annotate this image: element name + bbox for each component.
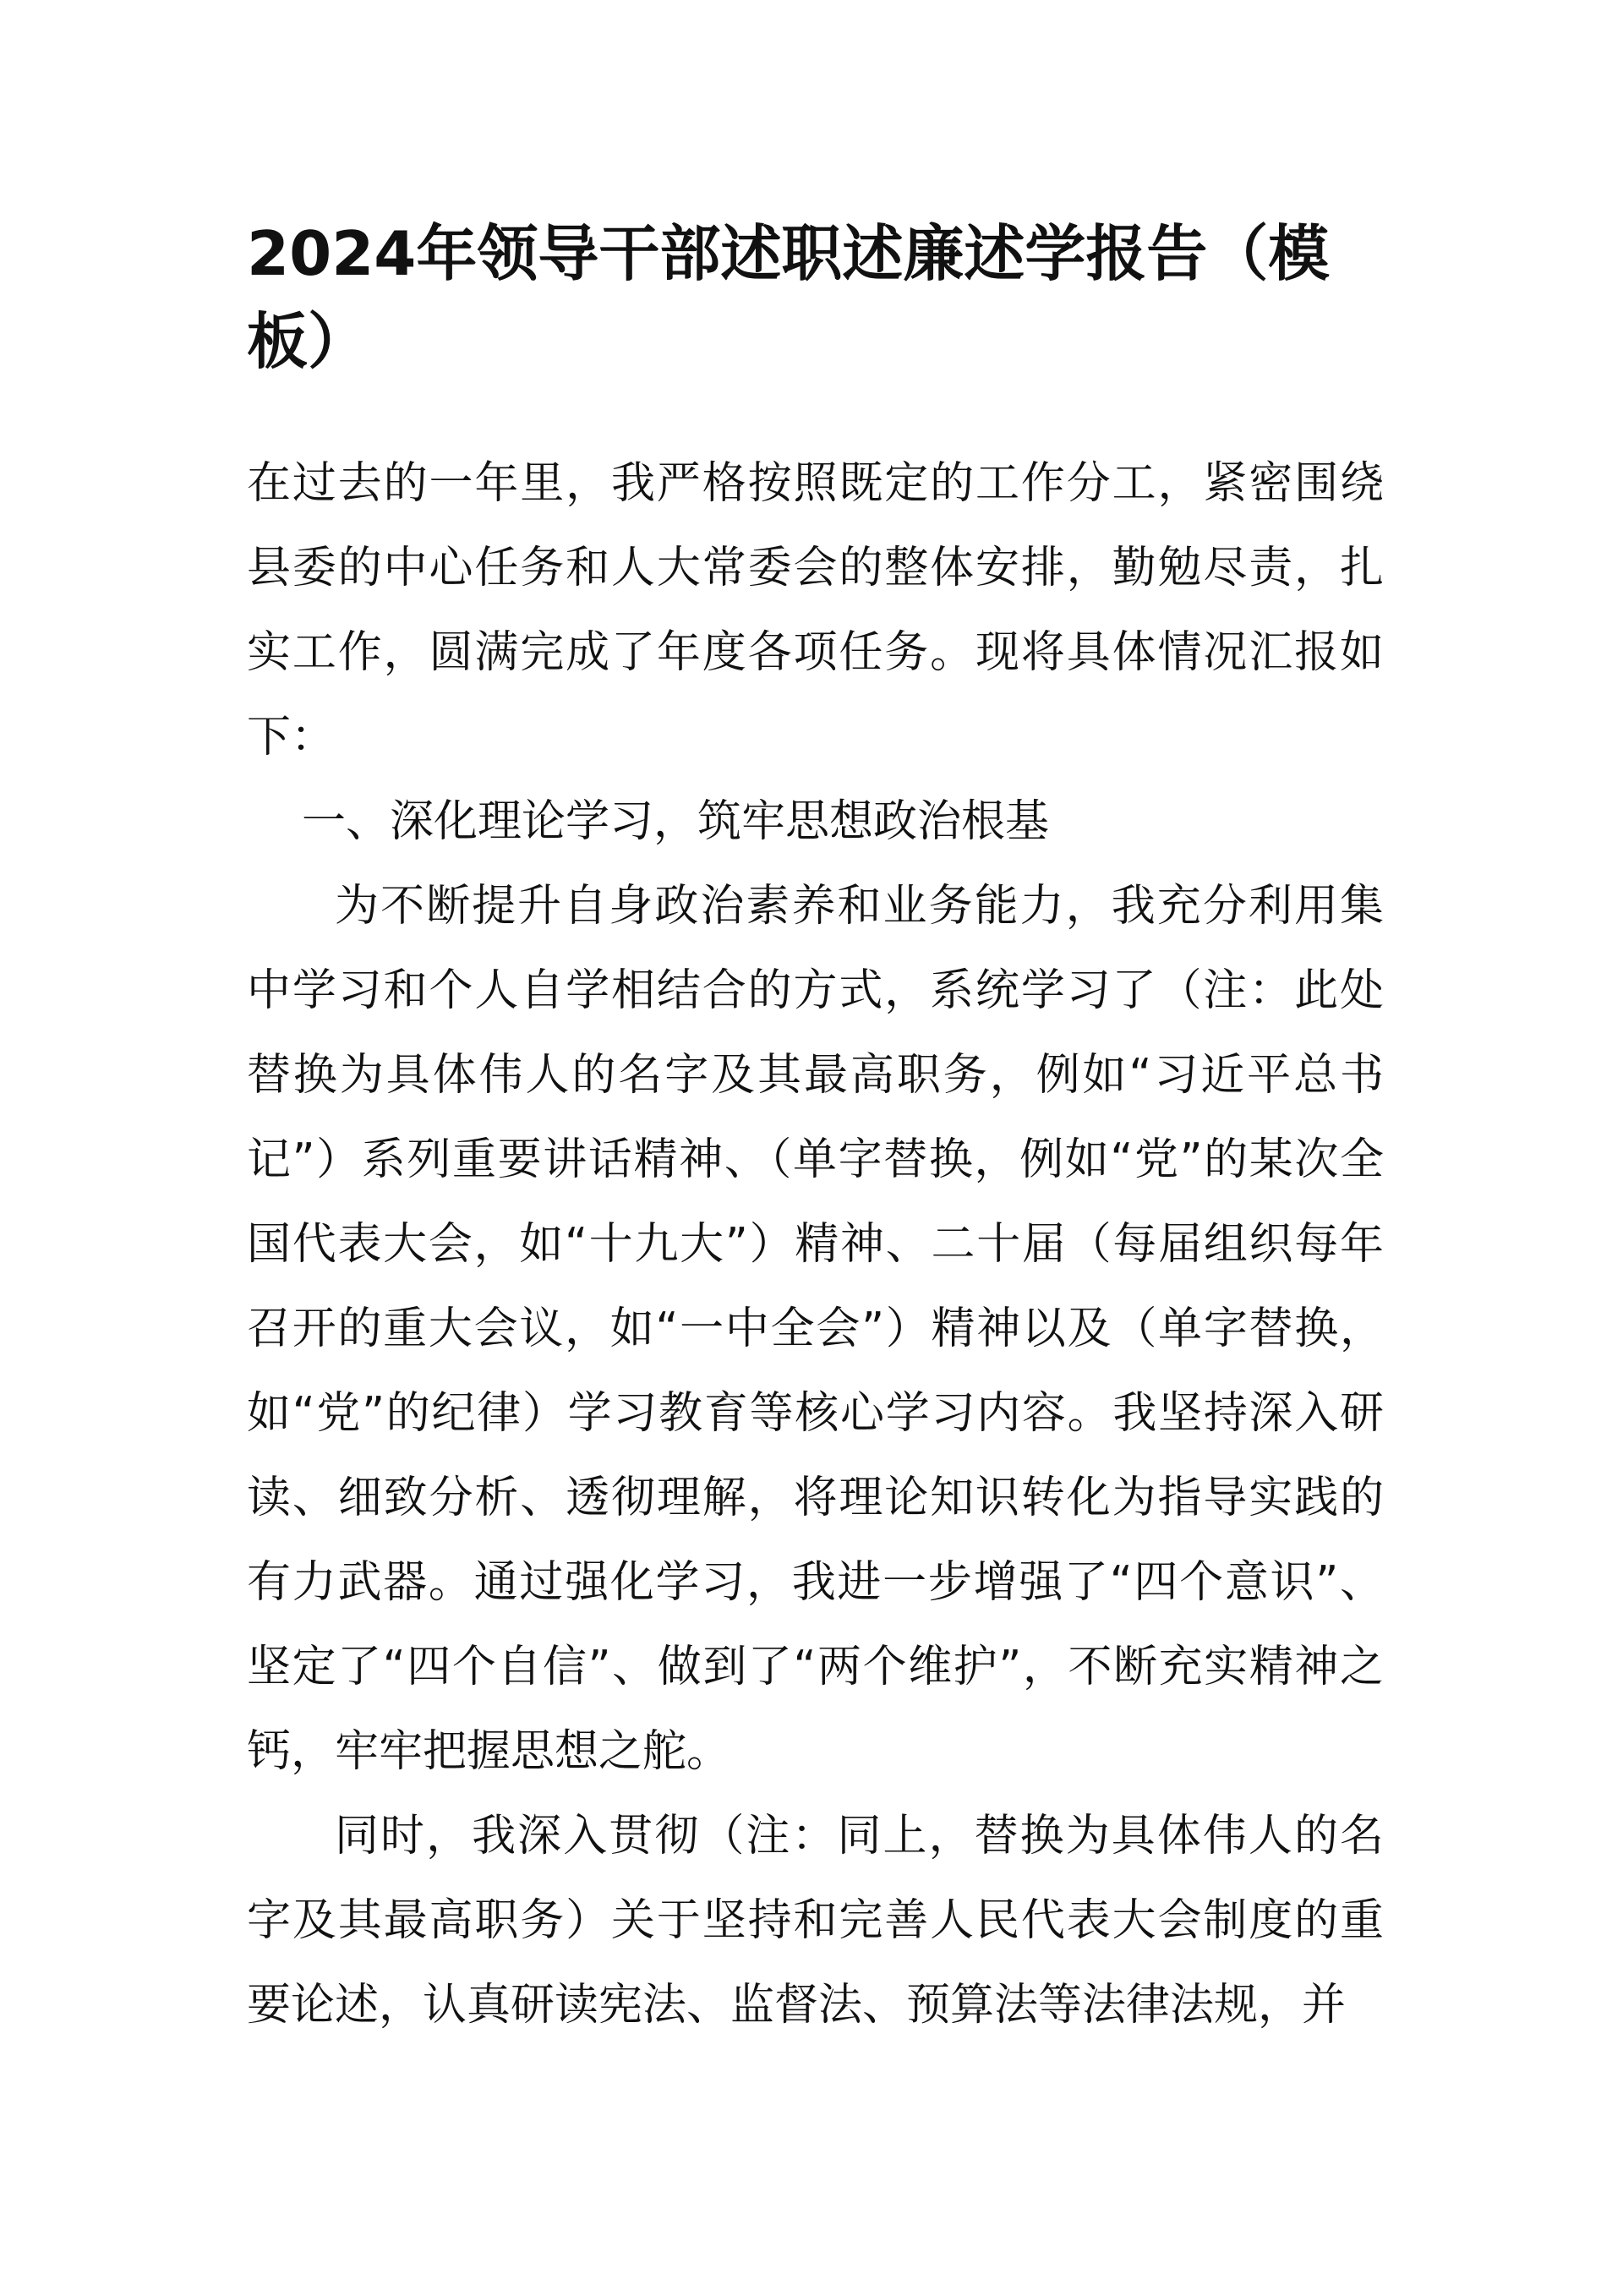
section-1-heading: 一、深化理论学习，筑牢思想政治根基 [302,796,1050,847]
document-page [247,210,1384,2047]
section-1-paragraph-2: 同时，我深入贯彻（注：同上，替换为具体伟人的名字及其最高职务）关于坚持和完善人民代表大会制度的重要论述，认真研读宪法、监督法、预算法等法律法规，并 [247,1811,1384,2031]
document-title: 2024年领导干部述职述廉述学报告（模板） [247,218,1330,377]
section-1-paragraph-1: 为不断提升自身政治素养和业务能力，我充分利用集中学习和个人自学相结合的方式，系统学习了（注：此处替换为具体伟人的名字及其最高职务，例如“习近平总书记”）系列重要讲话精神、（单字替换，例如“党”的某次全国代表大会，如“十九大”）精神、二十届（每届组织每年召开的重大会议，如“一中全会”）精神以及（单字替换，如“党”的纪律）学习教育等核心学习内容。我坚持深入研读、细致分析、透彻理解，将理论知识转化为指导实践的有力武器。通过强化学习，我进一步增强了“四个意识”、坚定了“四个自信”、做到了“两个维护”，不断充实精神之钙，牢牢把握思想之舵。 [247,881,1384,1777]
intro-paragraph: 在过去的一年里，我严格按照既定的工作分工，紧密围绕县委的中心任务和人大常委会的整体安排，勤勉尽责，扎实工作，圆满完成了年度各项任务。现将具体情况汇报如下： [247,458,1384,763]
